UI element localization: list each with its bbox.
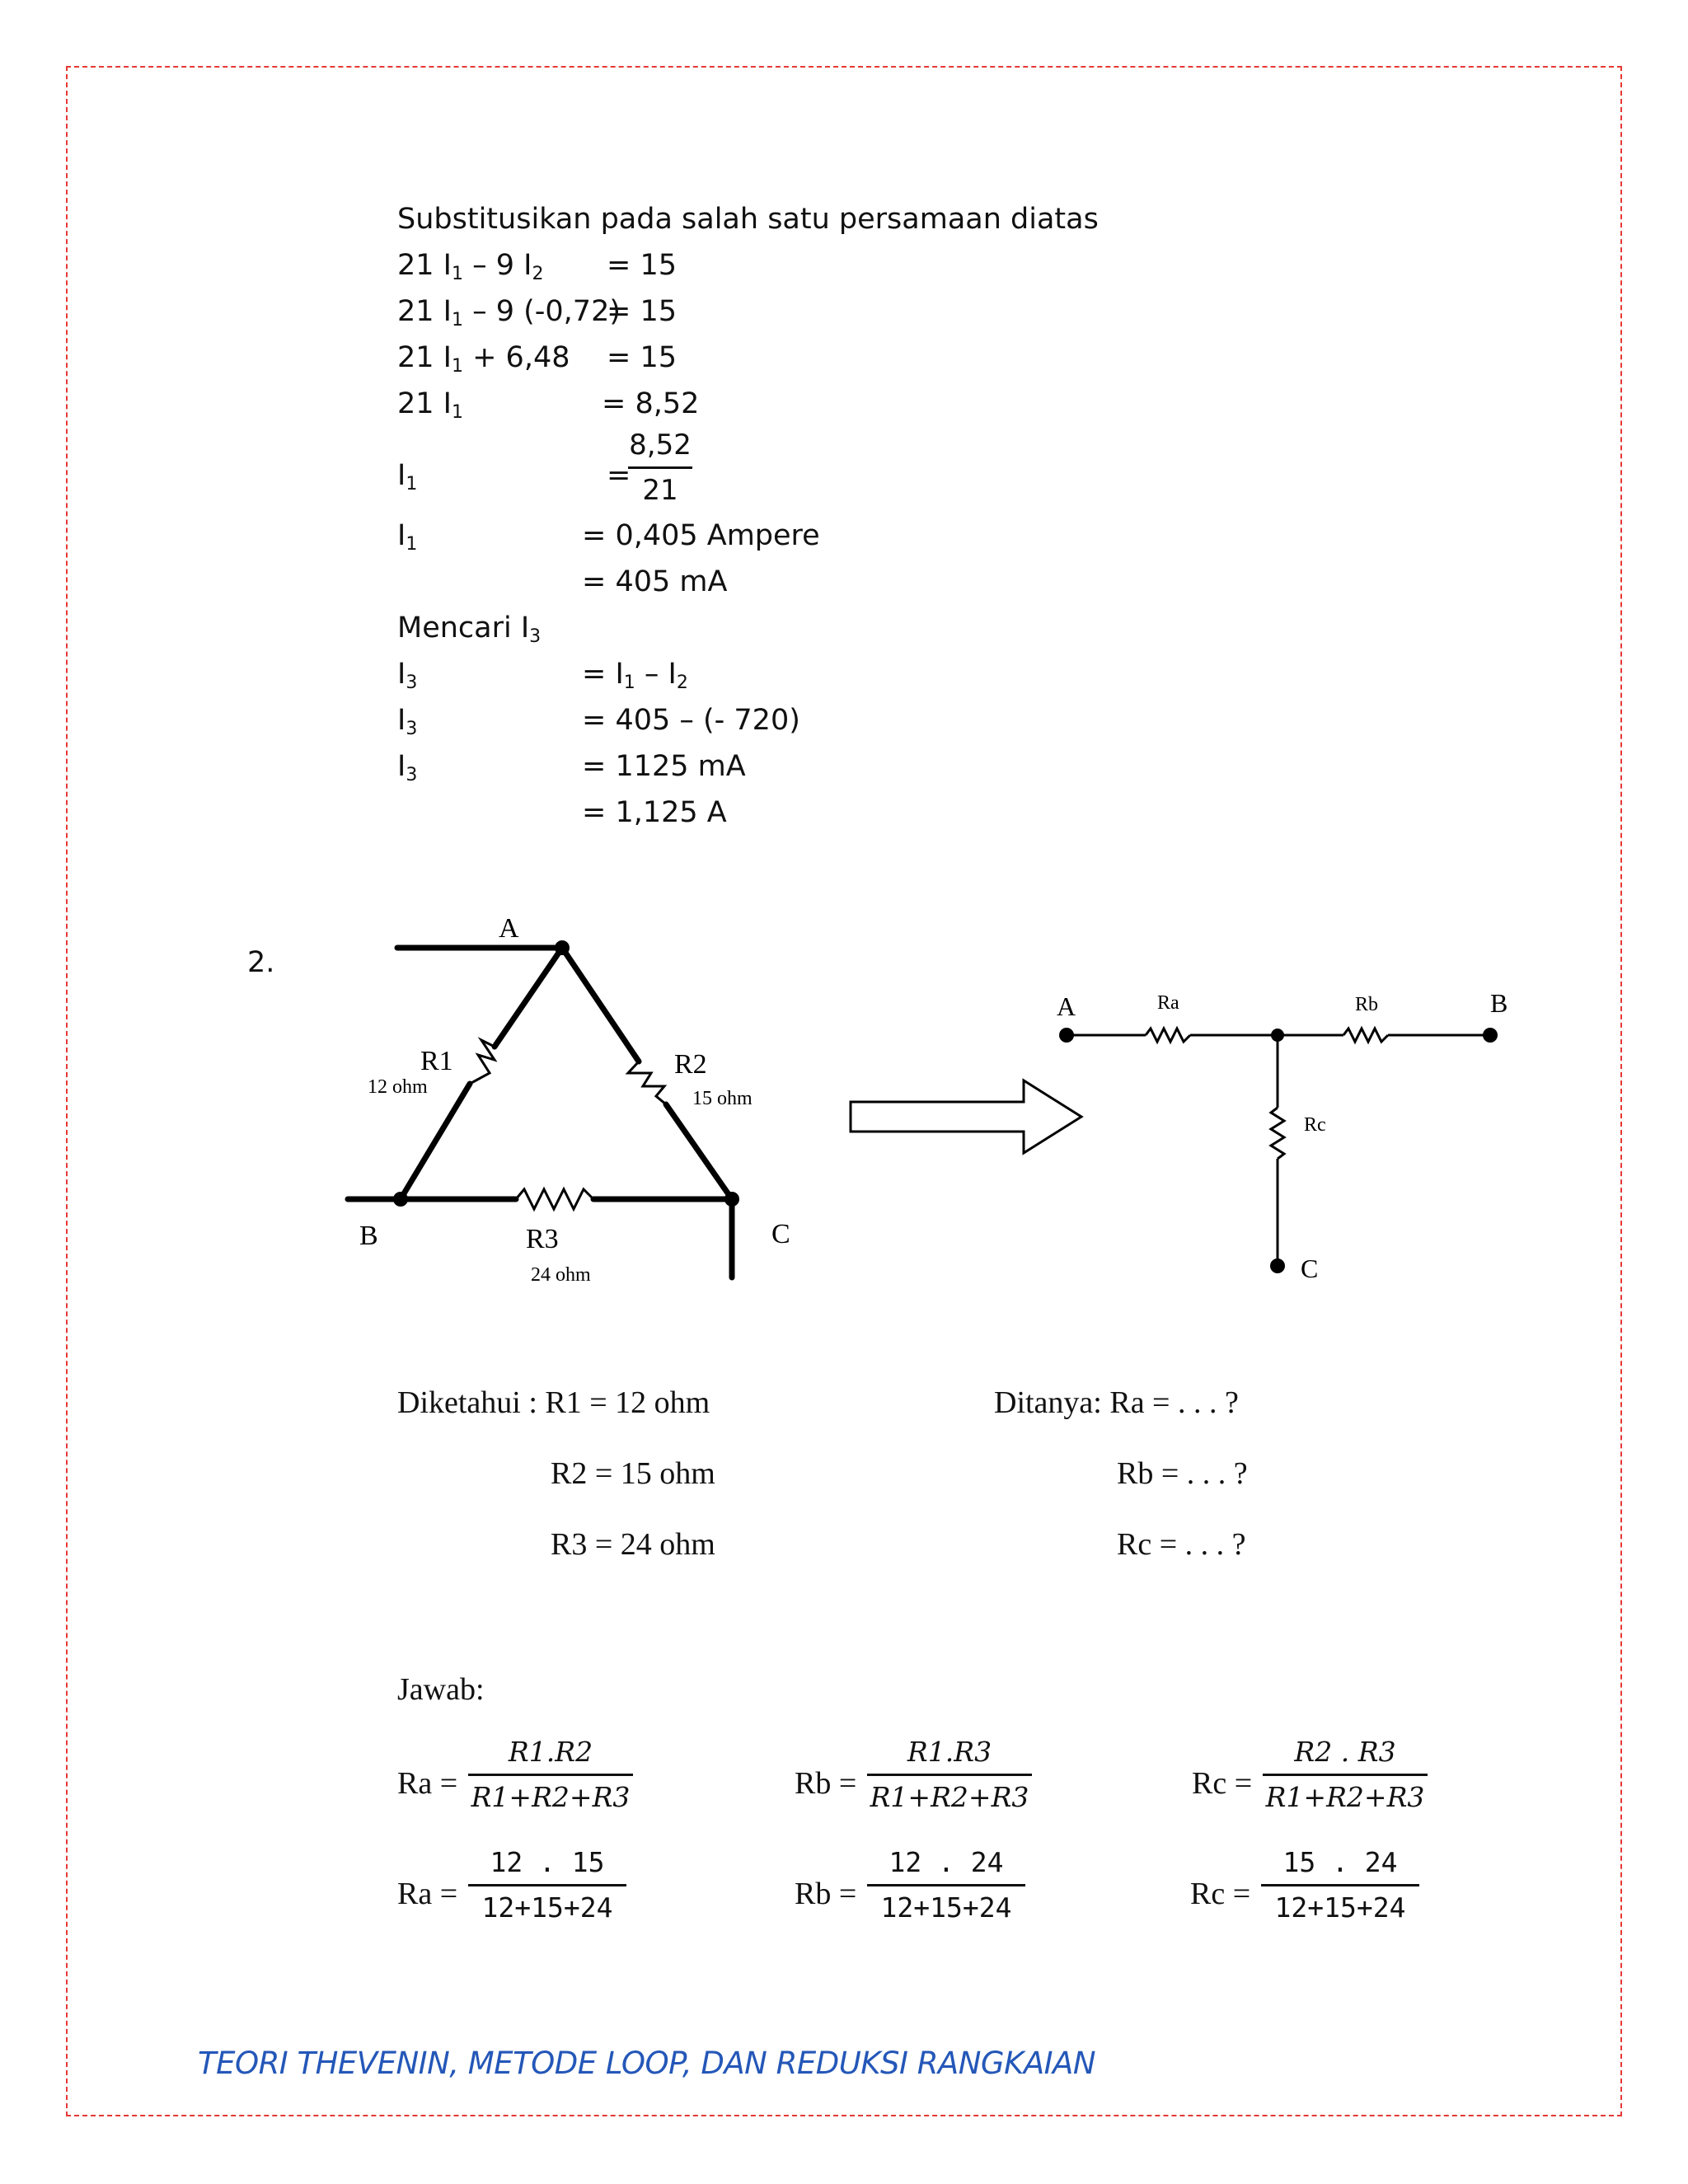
wye-wires (1067, 1029, 1490, 1266)
eq-row-11-rhs: = 1125 mA (582, 750, 746, 783)
fraction-denominator: 21 (642, 474, 678, 507)
eq-row-5-fraction (628, 429, 692, 507)
rc-label: Rc (1304, 1114, 1326, 1136)
delta-node-a-label: A (499, 913, 519, 944)
eq-row-9-lhs: $I_3$ (397, 658, 418, 693)
asked-ra: Ditanya: Ra = . . . ? (994, 1385, 1239, 1420)
eq-row-9-rhs: = $I_1 - I_2$ (582, 658, 688, 693)
fraction-bar (468, 1884, 626, 1886)
eq-row-7-rhs: = 405 mA (582, 565, 728, 598)
eq-row-10-lhs: $I_3$ (397, 704, 418, 739)
rc-value-numerator: 15 . 24 (1282, 1846, 1398, 1878)
eq-row-4-rhs: = 8,52 (602, 387, 700, 420)
ra-label: Ra (1157, 992, 1179, 1014)
rb-formula-numerator: R1.R3 (907, 1736, 992, 1768)
rc-value-lhs: Rc = (1190, 1877, 1251, 1911)
rb-value-numerator: 12 . 24 (889, 1846, 1004, 1878)
asked-rc: Rc = . . . ? (1117, 1527, 1246, 1562)
wye-node-a-dot (1059, 1028, 1074, 1043)
ra-resistor (1146, 1029, 1190, 1042)
wye-node-c-dot (1270, 1258, 1285, 1273)
known-r1: Diketahui : R1 = 12 ohm (397, 1385, 710, 1420)
ra-formula-numerator: R1.R2 (508, 1736, 593, 1768)
r3-value: 24 ohm (531, 1264, 591, 1286)
ra-formula-denominator: R1+R2+R3 (471, 1781, 631, 1813)
rc-resistor (1271, 1108, 1284, 1159)
r1-label: R1 (420, 1046, 453, 1076)
eq-row-11-lhs: $I_3$ (397, 750, 418, 785)
r3-resistor (516, 1189, 593, 1209)
rb-value-denominator: 12+15+24 (880, 1891, 1012, 1924)
rb-value-lhs: Rb = (795, 1877, 857, 1911)
wye-circuit-diagram (1039, 972, 1533, 1302)
ra-formula-lhs: Ra = (397, 1766, 458, 1801)
rb-formula-denominator: R1+R2+R3 (870, 1781, 1029, 1813)
wye-node-c-label: C (1301, 1254, 1319, 1283)
fraction-bar (1263, 1774, 1428, 1776)
eq-row-1-rhs: = 15 (607, 249, 677, 282)
rc-value-fraction (1261, 1846, 1419, 1924)
eq-row-3-rhs: = 15 (607, 341, 677, 374)
rb-formula-fraction (867, 1736, 1032, 1814)
rc-formula-denominator: R1+R2+R3 (1265, 1781, 1425, 1813)
ra-formula-fraction (468, 1736, 633, 1814)
fraction-bar (867, 1884, 1025, 1886)
wye-center-dot (1271, 1029, 1284, 1042)
eq-row-3-lhs: 21 $I_1 + 6,48$ (397, 341, 570, 377)
eq-row-6-rhs: = 0,405 Ampere (582, 519, 820, 552)
ra-value-lhs: Ra = (397, 1877, 458, 1911)
rc-formula-lhs: Rc = (1192, 1766, 1253, 1801)
eq-row-2-lhs: 21 $I_1 - 9$ (-0,72) (397, 295, 621, 330)
node-a-dot (555, 940, 570, 955)
node-c-dot (724, 1192, 739, 1207)
delta-node-c-label: C (771, 1219, 790, 1249)
fraction-bar (628, 466, 692, 469)
ra-value-fraction (468, 1846, 626, 1924)
delta-circuit-diagram (330, 898, 824, 1294)
rc-formula-fraction (1263, 1736, 1428, 1814)
eq-row-1-lhs: 21 $I_1 - 9$ $I_2$ (397, 249, 544, 284)
node-b-dot (393, 1192, 408, 1207)
answer-label: Jawab: (397, 1672, 485, 1707)
r3-label: R3 (526, 1224, 559, 1254)
fraction-numerator: 8,52 (629, 429, 692, 462)
wye-node-a-label: A (1057, 991, 1076, 1021)
rb-formula-lhs: Rb = (795, 1766, 857, 1801)
known-r2: R2 = 15 ohm (551, 1456, 715, 1491)
eq-row-4-lhs: 21 $I_1$ (397, 387, 463, 423)
known-r3: R3 = 24 ohm (551, 1527, 715, 1562)
ra-value-numerator: 12 . 15 (490, 1846, 605, 1878)
eq-row-5-equals: = (607, 459, 631, 492)
eq-row-12-rhs: = 1,125 A (582, 796, 727, 829)
rc-value-denominator: 12+15+24 (1274, 1891, 1406, 1924)
eq-row-6-lhs: $I_1$ (397, 519, 418, 555)
fraction-bar (1261, 1884, 1419, 1886)
eq-row-2-rhs: = 15 (607, 295, 677, 328)
wye-node-b-dot (1483, 1028, 1498, 1043)
r2-value: 15 ohm (692, 1088, 753, 1109)
rb-value-fraction (867, 1846, 1025, 1924)
rb-resistor (1343, 1029, 1388, 1042)
delta-node-b-label: B (359, 1221, 378, 1251)
r2-resistor (628, 1062, 666, 1104)
ra-value-denominator: 12+15+24 (481, 1891, 613, 1924)
page-footer-title: TEORI THEVENIN, METODE LOOP, DAN REDUKSI RANGKAIAN (198, 2046, 1096, 2081)
eq-row-10-rhs: = 405 – (- 720) (582, 704, 800, 737)
problem-number: 2. (247, 946, 275, 979)
rc-formula-numerator: R2 . R3 (1294, 1736, 1396, 1768)
r1-resistor (470, 1040, 495, 1084)
fraction-bar (468, 1774, 633, 1776)
eq-row-8-heading: Mencari $I_3$ (397, 612, 542, 647)
r2-label: R2 (674, 1049, 707, 1080)
fraction-bar (867, 1774, 1032, 1776)
eq-row-5-lhs: $I_1$ (397, 459, 418, 494)
wye-node-b-label: B (1490, 988, 1508, 1018)
asked-rb: Rb = . . . ? (1117, 1456, 1248, 1491)
r1-value: 12 ohm (368, 1076, 428, 1098)
rb-label: Rb (1355, 994, 1379, 1015)
intro-text: Substitusikan pada salah satu persamaan diatas (397, 203, 1099, 236)
